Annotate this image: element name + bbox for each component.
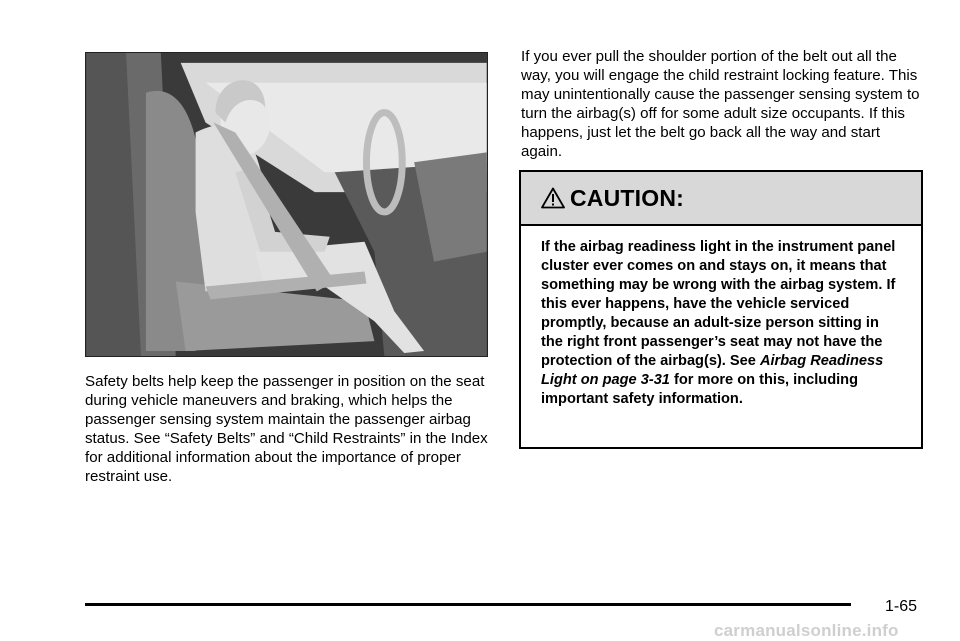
caution-box (519, 170, 923, 449)
caution-body (521, 226, 921, 409)
warning-triangle-icon (541, 187, 565, 209)
passenger-position-paragraph: Safety belts help keep the passenger in position on the seat during vehicle maneuvers and braking, which helps the passenger sensing system maintain the passenger airbag status. See “Safety Belts” and “Child Restraints” in the Index for additional information about the importance of proper restraint use. (85, 373, 488, 485)
caution-title: CAUTION: (570, 184, 685, 211)
site-watermark: carmanualsonline.info (714, 621, 899, 640)
footer-rule (85, 603, 851, 606)
passenger-illustration (85, 52, 488, 357)
caution-text-before: If the airbag readiness light in the instrument panel cluster ever comes on and stays on, it means that something may be wrong with the airbag system. If this ever happens, have the vehicle serviced promptly, because an adult-size person sitting in the right front passenger’s seat may not have the protection of the airbag(s). See (541, 239, 896, 369)
caution-text-after: for more on this, including important safety information. (541, 372, 859, 407)
caution-header (521, 172, 921, 226)
page-number: 1-65 (885, 598, 918, 615)
belt-locking-paragraph: If you ever pull the shoulder portion of the belt out all the way, you will engage the child restraint locking feature. This may unintentionally cause the passenger sensing system to turn the airbag(s) off for some adult size occupants. If this happens, just let the belt go back all the way and start again. (521, 48, 920, 160)
airbag-readiness-reference: Airbag Readiness Light on page 3-31 (541, 353, 884, 388)
passenger-seatbelt-drawing (86, 53, 487, 356)
